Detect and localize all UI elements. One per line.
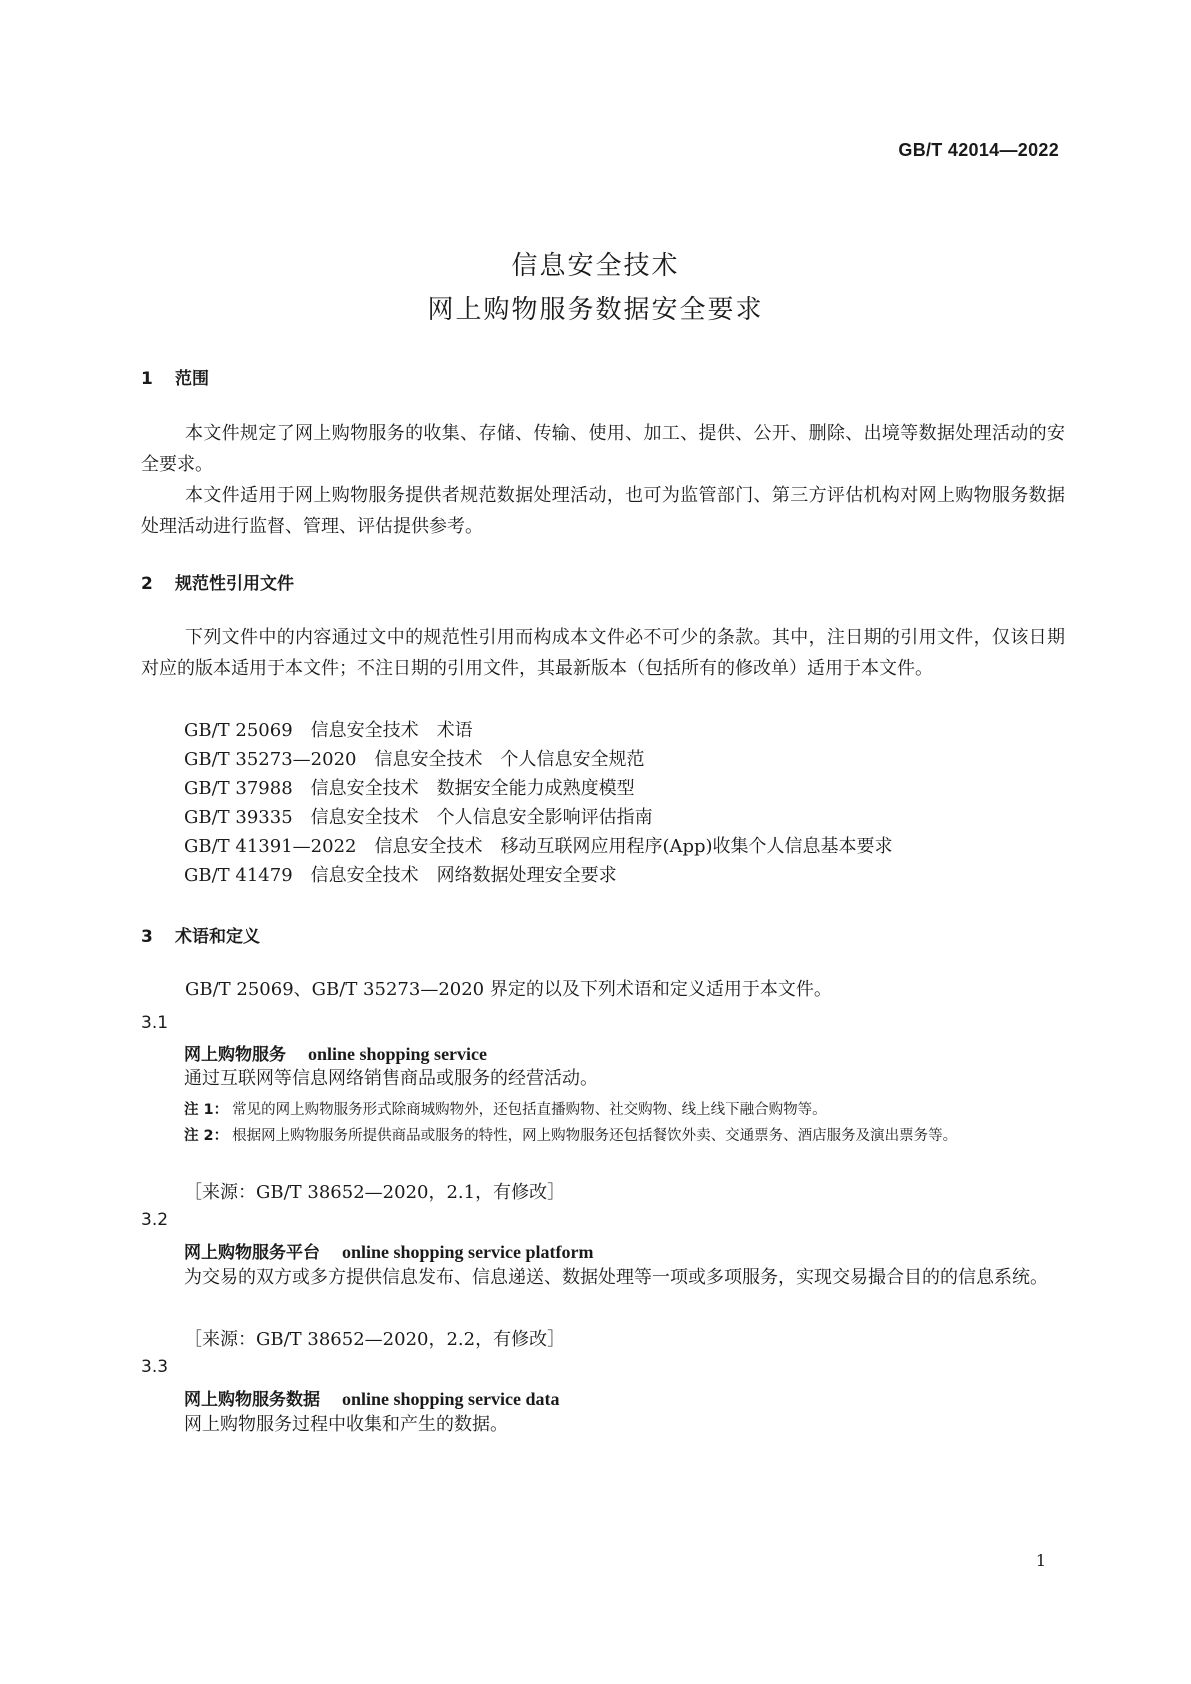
note-label: 注 2： bbox=[184, 1128, 229, 1144]
reference-item bbox=[184, 861, 617, 887]
term-english: online shopping service bbox=[308, 1044, 488, 1064]
terms-intro: GB/T 25069、GB/T 35273—2020 界定的以及下列术语和定义适用于本文件。 bbox=[185, 979, 832, 1000]
note-text: 根据网上购物服务所提供商品或服务的特性，网上购物服务还包括餐饮外卖、交通票务、酒店服务及演出票务等。 bbox=[232, 1128, 958, 1144]
normative-references-intro: 下列文件中的内容通过文中的规范性引用而构成本文件必不可少的条款。其中，注日期的引用文件，仅该日期对应的版本适用于本文件；不注日期的引用文件，其最新版本（包括所有的修改单）适用于本文件。 bbox=[141, 627, 1065, 679]
reference-title: 信息安全技术 术语 bbox=[310, 720, 473, 741]
page-number: 1 bbox=[1035, 1551, 1046, 1570]
term-english: online shopping service data bbox=[342, 1389, 560, 1409]
reference-item bbox=[184, 774, 635, 800]
reference-title: 信息安全技术 移动互联网应用程序(App)收集个人信息基本要求 bbox=[374, 836, 893, 857]
scope-paragraph-1: 本文件规定了网上购物服务的收集、存储、传输、使用、加工、提供、公开、删除、出境等数据处理活动的安全要求。 bbox=[141, 423, 1065, 475]
reference-code: GB/T 41479 bbox=[184, 865, 293, 886]
section-1-heading bbox=[141, 364, 209, 389]
section-title: 术语和定义 bbox=[175, 927, 260, 947]
section-number: 2 bbox=[141, 574, 153, 594]
section-title: 范围 bbox=[175, 369, 209, 389]
reference-item bbox=[184, 803, 653, 829]
term-source: ［来源：GB/T 38652—2020，2.1，有修改］ bbox=[184, 1182, 566, 1203]
term-definition: 通过互联网等信息网络销售商品或服务的经营活动。 bbox=[184, 1068, 598, 1089]
note-label: 注 1： bbox=[184, 1102, 229, 1118]
term-number: 3.3 bbox=[141, 1357, 169, 1377]
reference-title: 信息安全技术 数据安全能力成熟度模型 bbox=[310, 778, 635, 799]
term-number: 3.2 bbox=[141, 1210, 169, 1230]
term-chinese: 网上购物服务平台 bbox=[184, 1243, 320, 1263]
document-title-line1: 信息安全技术 bbox=[511, 251, 680, 281]
reference-code: GB/T 39335 bbox=[184, 807, 293, 828]
term-number: 3.1 bbox=[141, 1013, 169, 1033]
term-source: ［来源：GB/T 38652—2020，2.2，有修改］ bbox=[184, 1329, 566, 1350]
section-number: 1 bbox=[141, 369, 153, 389]
reference-item bbox=[184, 716, 473, 742]
term-heading bbox=[184, 1238, 594, 1263]
term-definition: 网上购物服务过程中收集和产生的数据。 bbox=[184, 1414, 508, 1435]
reference-code: GB/T 41391—2022 bbox=[184, 836, 357, 857]
term-heading bbox=[184, 1040, 487, 1065]
section-number: 3 bbox=[141, 927, 153, 947]
term-note bbox=[184, 1123, 1065, 1149]
scope-paragraph-2: 本文件适用于网上购物服务提供者规范数据处理活动，也可为监管部门、第三方评估机构对网上购物服务数据处理活动进行监督、管理、评估提供参考。 bbox=[141, 485, 1065, 537]
reference-code: GB/T 35273—2020 bbox=[184, 749, 357, 770]
term-note bbox=[184, 1097, 1065, 1123]
standard-code: GB/T 42014—2022 bbox=[898, 140, 1059, 160]
reference-title: 信息安全技术 网络数据处理安全要求 bbox=[310, 865, 617, 886]
reference-code: GB/T 25069 bbox=[184, 720, 293, 741]
term-chinese: 网上购物服务数据 bbox=[184, 1390, 320, 1410]
document-title-line2: 网上购物服务数据安全要求 bbox=[427, 295, 764, 325]
reference-item bbox=[184, 832, 893, 858]
reference-item bbox=[184, 745, 644, 771]
term-english: online shopping service platform bbox=[342, 1242, 594, 1262]
section-title: 规范性引用文件 bbox=[175, 574, 294, 594]
term-chinese: 网上购物服务 bbox=[184, 1045, 286, 1065]
section-3-heading bbox=[141, 922, 260, 947]
section-2-heading bbox=[141, 569, 294, 594]
reference-title: 信息安全技术 个人信息安全规范 bbox=[374, 749, 645, 770]
reference-code: GB/T 37988 bbox=[184, 778, 293, 799]
reference-title: 信息安全技术 个人信息安全影响评估指南 bbox=[310, 807, 653, 828]
note-text: 常见的网上购物服务形式除商城购物外，还包括直播购物、社交购物、线上线下融合购物等。 bbox=[232, 1102, 827, 1118]
term-definition: 为交易的双方或多方提供信息发布、信息递送、数据处理等一项或多项服务，实现交易撮合目的的信息系统。 bbox=[184, 1267, 1048, 1288]
term-heading bbox=[184, 1385, 560, 1410]
